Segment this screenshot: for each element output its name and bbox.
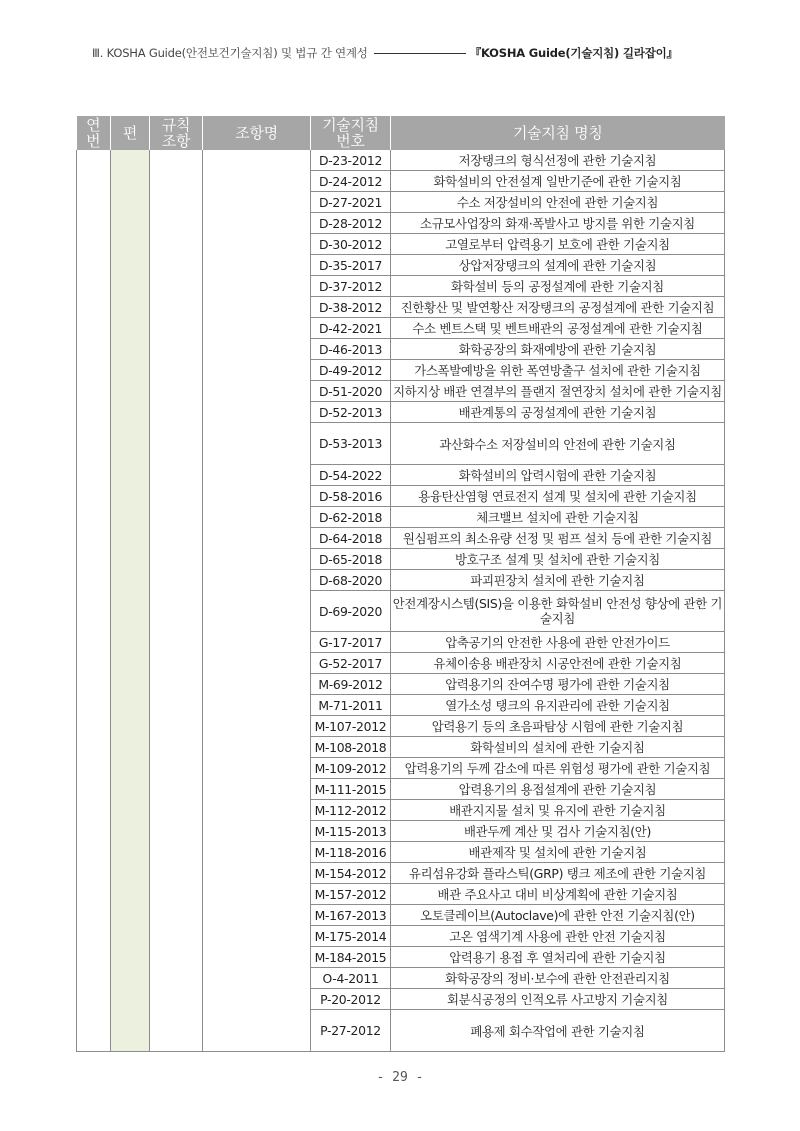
guide-title-cell: 유리섬유강화 플라스틱(GRP) 탱크 제조에 관한 기술지침 [391,863,725,884]
guide-title-cell: 화학설비의 압력시험에 관한 기술지침 [391,465,725,486]
guide-code-cell: D-58-2016 [311,486,391,507]
guide-title-cell: 수소 벤트스택 및 벤트배관의 공정설계에 관한 기술지침 [391,318,725,339]
seq-cell [77,150,111,1052]
guide-title-cell: 가스폭발예방을 위한 폭연방출구 설치에 관한 기술지침 [391,360,725,381]
guide-code-cell: M-107-2012 [311,716,391,737]
guide-code-cell: D-27-2021 [311,192,391,213]
guide-code-cell: M-167-2013 [311,905,391,926]
guide-title-cell: 화학설비 등의 공정설계에 관한 기술지침 [391,276,725,297]
guide-code-cell: D-54-2022 [311,465,391,486]
guide-code-cell: M-112-2012 [311,800,391,821]
guide-code-cell: M-184-2015 [311,947,391,968]
guide-code-cell: M-175-2014 [311,926,391,947]
guide-title-cell: 화학공장의 정비·보수에 관한 안전관리지침 [391,968,725,989]
guide-title-cell: 배관지지물 설치 및 유지에 관한 기술지침 [391,800,725,821]
guide-code-cell: D-30-2012 [311,234,391,255]
guide-title-cell: 고열로부터 압력용기 보호에 관한 기술지침 [391,234,725,255]
guide-title-cell: 오토클레이브(Autoclave)에 관한 안전 기술지침(안) [391,905,725,926]
guide-code-cell: D-53-2013 [311,423,391,465]
guide-title-cell: 압력용기의 용접설계에 관한 기술지침 [391,779,725,800]
running-header-section-title: Ⅲ. KOSHA Guide(안전보건기술지침) 및 법규 간 연계성 [92,46,368,60]
guide-code-cell: G-52-2017 [311,653,391,674]
guide-code-cell: P-27-2012 [311,1010,391,1052]
guide-title-cell: 과산화수소 저장설비의 안전에 관한 기술지침 [391,423,725,465]
guide-code-cell: D-24-2012 [311,171,391,192]
guide-title-cell: 파괴핀장치 설치에 관한 기술지침 [391,570,725,591]
table-body [77,150,725,1052]
guide-title-cell: 화학설비의 설치에 관한 기술지침 [391,737,725,758]
guide-code-cell: D-28-2012 [311,213,391,234]
guide-title-cell: 용융탄산염형 연료전지 설계 및 설치에 관한 기술지침 [391,486,725,507]
guide-title-cell: 유체이송용 배관장치 시공안전에 관한 기술지침 [391,653,725,674]
col-header-seq: 연 번 [77,116,111,150]
guide-code-cell: D-69-2020 [311,591,391,632]
guide-title-cell: 배관 주요사고 대비 비상계획에 관한 기술지침 [391,884,725,905]
guide-code-cell: M-69-2012 [311,674,391,695]
table-row [77,150,725,171]
guide-title-cell: 수소 저장설비의 안전에 관한 기술지침 [391,192,725,213]
guide-code-cell: D-62-2018 [311,507,391,528]
col-header-rule-clause: 규칙 조항 [150,116,203,150]
table-header-row [77,116,725,150]
guide-code-cell: P-20-2012 [311,989,391,1010]
page-number: - 29 - [376,1070,424,1085]
col-header-clause-name: 조항명 [203,116,311,150]
guide-code-cell: D-64-2018 [311,528,391,549]
guide-code-cell: D-42-2021 [311,318,391,339]
guide-title-cell: 배관제작 및 설치에 관한 기술지침 [391,842,725,863]
guide-title-cell: 화학공장의 화재예방에 관한 기술지침 [391,339,725,360]
guide-code-cell: D-68-2020 [311,570,391,591]
guide-code-cell: G-17-2017 [311,632,391,653]
running-header [92,42,732,64]
guide-title-cell: 압력용기 용접 후 열처리에 관한 기술지침 [391,947,725,968]
guide-title-cell: 지하지상 배관 연결부의 플랜지 절연장치 설치에 관한 기술지침 [391,381,725,402]
guide-title-cell: 방호구조 설계 및 설치에 관한 기술지침 [391,549,725,570]
guide-title-cell: 진한황산 및 발연황산 저장탱크의 공정설계에 관한 기술지침 [391,297,725,318]
guide-title-cell: 체크밸브 설치에 관한 기술지침 [391,507,725,528]
col-header-guide-title: 기술지침 명칭 [391,116,725,150]
guide-title-cell: 화학설비의 안전설계 일반기준에 관한 기술지침 [391,171,725,192]
guide-code-cell: M-111-2015 [311,779,391,800]
col-header-part: 편 [111,116,150,150]
guide-title-cell: 배관두께 계산 및 검사 기술지침(안) [391,821,725,842]
guide-title-cell: 회분식공정의 인적오류 사고방지 기술지침 [391,989,725,1010]
guide-code-cell: M-109-2012 [311,758,391,779]
guide-code-cell: D-38-2012 [311,297,391,318]
running-header-book-title: 『KOSHA Guide(기술지침) 길라잡이』 [469,46,678,60]
guide-title-cell: 안전계장시스템(SIS)을 이용한 화학설비 안전성 향상에 관한 기술지침 [391,591,725,632]
guide-title-cell: 저장탱크의 형식선정에 관한 기술지침 [391,150,725,171]
guide-title-cell: 압축공기의 안전한 사용에 관한 안전가이드 [391,632,725,653]
guide-title-cell: 고온 염색기계 사용에 관한 안전 기술지침 [391,926,725,947]
guide-code-cell: M-118-2016 [311,842,391,863]
guide-code-cell: D-52-2013 [311,402,391,423]
guide-code-cell: M-115-2013 [311,821,391,842]
guide-code-cell: M-108-2018 [311,737,391,758]
guide-code-cell: D-37-2012 [311,276,391,297]
guide-title-cell: 압력용기 등의 초음파탐상 시험에 관한 기술지침 [391,716,725,737]
rule-clause-cell [150,150,203,1052]
guide-title-cell: 배관계통의 공정설계에 관한 기술지침 [391,402,725,423]
guide-title-cell: 열가소성 탱크의 유지관리에 관한 기술지침 [391,695,725,716]
running-header-rule [374,53,466,54]
guide-title-cell: 원심펌프의 최소유량 선정 및 펌프 설치 등에 관한 기술지침 [391,528,725,549]
guide-code-cell: D-46-2013 [311,339,391,360]
guide-title-cell: 소규모사업장의 화재·폭발사고 방지를 위한 기술지침 [391,213,725,234]
guide-title-cell: 압력용기의 잔여수명 평가에 관한 기술지침 [391,674,725,695]
guide-title-cell: 상압저장탱크의 설계에 관한 기술지침 [391,255,725,276]
guide-code-cell: M-71-2011 [311,695,391,716]
guide-title-cell: 압력용기의 두께 감소에 따른 위험성 평가에 관한 기술지침 [391,758,725,779]
guide-table [76,116,725,1052]
guide-code-cell: D-65-2018 [311,549,391,570]
guide-code-cell: O-4-2011 [311,968,391,989]
part-cell [111,150,150,1052]
guide-code-cell: D-35-2017 [311,255,391,276]
guide-code-cell: M-154-2012 [311,863,391,884]
col-header-guide-no: 기술지침 번호 [311,116,391,150]
guide-code-cell: D-49-2012 [311,360,391,381]
guide-title-cell: 폐용제 회수작업에 관한 기술지침 [391,1010,725,1052]
clause-name-cell [203,150,311,1052]
guide-code-cell: D-51-2020 [311,381,391,402]
guide-code-cell: D-23-2012 [311,150,391,171]
guide-code-cell: M-157-2012 [311,884,391,905]
